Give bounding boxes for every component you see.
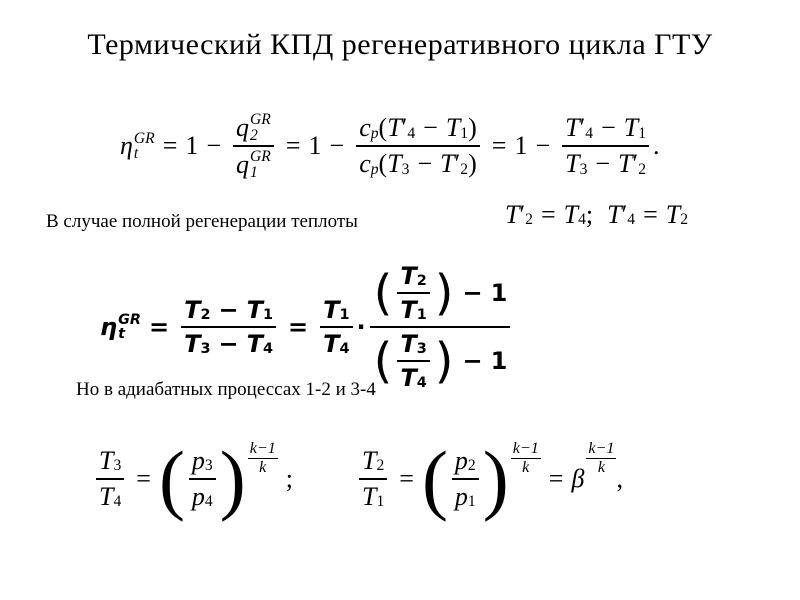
page-title: Термический КПД регенеративного цикла ГТУ: [87, 28, 713, 61]
fraction-heat-ratio: q GR 2 q GR 1: [233, 112, 274, 180]
eta-symbol: η: [120, 131, 133, 161]
fraction-t1-t4: T 1 T 4: [320, 296, 352, 358]
period: .: [653, 131, 660, 161]
text-adiabatic-processes: Но в адиабатных процессах 1-2 и 3-4: [76, 379, 376, 400]
formula-regeneration-condition: T ′ 2 = T 4 ; T ′ 4 = T 2: [505, 200, 689, 229]
formula-efficiency-definition: [120, 112, 660, 180]
fraction-cp-ratio: c p ( T ′ 4 − T 1 ) c p ( T 3 − T ′ 2 ): [356, 113, 480, 179]
eta-indices: GR t: [133, 129, 155, 163]
equals-sign: =: [162, 131, 178, 161]
text-full-regeneration: В случае полной регенерации теплоты: [46, 211, 358, 232]
formula-adiabatic-3-4: T 3 T 4 = ( p 3 p 4 ) k−1 k ;: [92, 440, 293, 518]
one: 1: [185, 131, 199, 161]
equals-sign: =: [285, 131, 301, 161]
fraction-ratio-of-ratios: ( T 2 T 1 ) − 1 ( T 3 T 4 ) − 1: [370, 262, 511, 392]
minus-sign: −: [535, 131, 551, 161]
one: 1: [308, 131, 322, 161]
equals-sign: =: [491, 131, 507, 161]
one: 1: [514, 131, 528, 161]
fraction-temperature-ratio: T ′ 4 − T 1 T 3 − T ′ 2: [562, 113, 649, 179]
formula-full-regeneration-efficiency: η GR t = T 2 − T 1 T 3 − T 4 = T 1 T 4 · ( T 2 T 1 ) − 1 ( T 3 T 4 ) − 1: [100, 262, 514, 392]
minus-sign: −: [329, 131, 345, 161]
minus-sign: −: [206, 131, 222, 161]
formula-adiabatic-1-2: T 2 T 1 = ( p 2 p 1 ) $\frac{k-1}{k}$ = β k−1 k ,: [355, 440, 623, 518]
fraction-t-differences: T 2 − T 1 T 3 − T 4: [181, 296, 276, 358]
